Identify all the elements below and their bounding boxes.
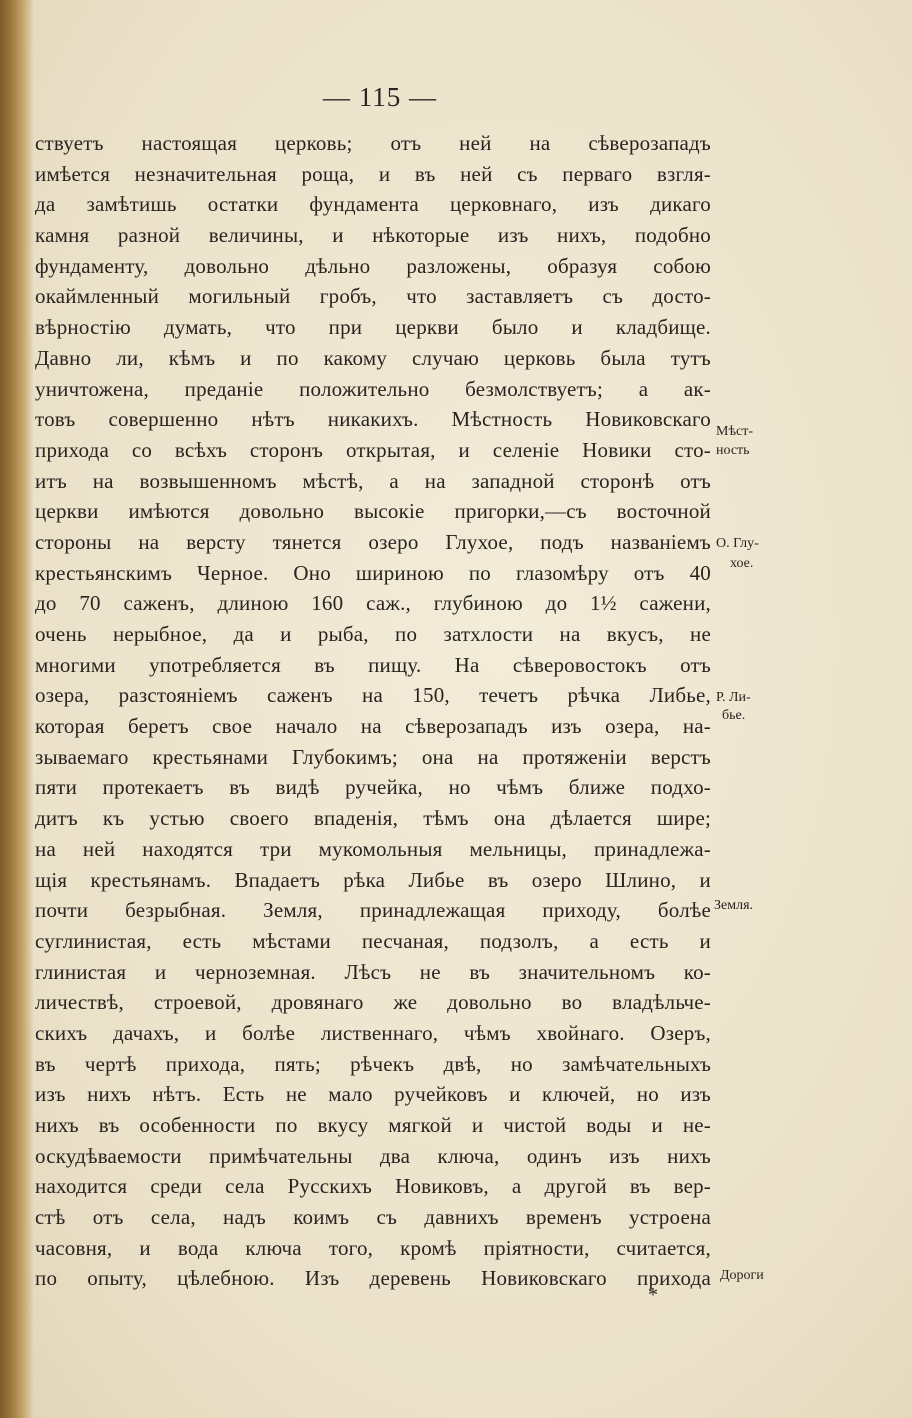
text-line: дитъ къ устью своего впаденія, тѣмъ она дѣлается шире;: [35, 806, 711, 831]
text-line: въ чертѣ прихода, пять; рѣчекъ двѣ, но замѣчательныхъ: [35, 1051, 711, 1076]
text-line: глинистая и черноземная. Лѣсъ не въ значительномъ ко-: [35, 959, 711, 984]
margin-note-libe-2: бье.: [722, 708, 746, 723]
text-line: которая беретъ свое начало на сѣверозападъ изъ озера, на-: [35, 714, 711, 739]
margin-note-mestnost-1: Мѣст-: [716, 424, 754, 439]
text-line: стѣ отъ села, надъ коимъ съ давнихъ временъ устроена: [35, 1205, 711, 1230]
text-line: итъ на возвышенномъ мѣстѣ, а на западной сторонѣ отъ: [35, 468, 711, 493]
text-line: скихъ дачахъ, и болѣе лиственнаго, чѣмъ хвойнаго. Озеръ,: [35, 1020, 711, 1045]
text-line: нихъ въ особенности по вкусу мягкой и чистой воды и не-: [35, 1113, 711, 1137]
margin-note-libe-1: Р. Ли-: [716, 690, 751, 705]
text-line: почти безрыбная. Земля, принадлежащая приходу, болѣе: [35, 898, 711, 923]
margin-note-glukhoe-1: О. Глу-: [716, 536, 759, 551]
text-line: по опыту, цѣлебною. Изъ деревень Новиковскаго прихода: [35, 1266, 711, 1291]
footnote-asterisk: *: [648, 1284, 658, 1306]
text-line: камня разной величины, и нѣкоторые изъ нихъ, подобно: [35, 223, 711, 248]
text-line: до 70 саженъ, длиною 160 саж., глубиною до 1½ сажени,: [35, 591, 711, 616]
margin-note-zemlya: Земля.: [714, 898, 754, 913]
text-line: зываемаго крестьянами Глубокимъ; она на протяженіи верстъ: [35, 744, 711, 769]
text-line: находится среди села Русскихъ Новиковъ, а другой въ вер-: [35, 1174, 711, 1199]
text-line: крестьянскимъ Черное. Оно шириною по глазомѣру отъ 40: [35, 560, 711, 585]
text-line: личествѣ, строевой, дровянаго же довольно во владѣльче-: [35, 990, 711, 1015]
text-line: товъ совершенно нѣтъ никакихъ. Мѣстность Новиковскаго: [35, 407, 711, 432]
text-line: церкви имѣются довольно высокіе пригорки,—съ восточной: [35, 499, 711, 524]
text-line: прихода со всѣхъ сторонъ открытая, и селеніе Новики сто-: [35, 437, 711, 462]
text-line: многими употребляется въ пищу. На сѣверовостокъ отъ: [35, 652, 711, 677]
text-line: стороны на версту тянется озеро Глухое, подъ названіемъ: [35, 529, 711, 554]
text-line: окаймленный могильный гробъ, что заставляетъ съ досто-: [35, 284, 711, 309]
margin-note-glukhoe-2: хое.: [730, 556, 754, 571]
book-binding-edge: [0, 0, 34, 1418]
text-line: Давно ли, кѣмъ и по какому случаю церковь была тутъ: [35, 345, 711, 370]
text-line: часовня, и вода ключа того, кромѣ пріятности, считается,: [35, 1235, 711, 1260]
text-line: ствуетъ настоящая церковь; отъ ней на сѣверозападъ: [35, 131, 711, 155]
text-line: озера, разстояніемъ саженъ на 150, течетъ рѣчка Либье,: [35, 683, 711, 708]
margin-note-dorogi: Дороги: [720, 1268, 764, 1283]
text-line: суглинистая, есть мѣстами песчаная, подзолъ, а есть и: [35, 928, 711, 953]
text-line: уничтожена, преданіе положительно безмолствуетъ; а ак-: [35, 376, 711, 401]
text-line: фундаменту, довольно дѣльно разложены, образуя собою: [35, 253, 711, 278]
margin-note-mestnost-2: ность: [716, 443, 750, 458]
page-number: — 115 —: [323, 82, 437, 112]
text-line: вѣрностію думать, что при церкви было и кладбище.: [35, 315, 711, 340]
text-line: имѣется незначительная роща, и въ ней съ перваго взгля-: [35, 161, 711, 186]
text-line: изъ нихъ нѣтъ. Есть не мало ручейковъ и ключей, но изъ: [35, 1082, 711, 1107]
text-line: оскудѣваемости примѣчательны два ключа, одинъ изъ нихъ: [35, 1143, 711, 1168]
text-line: очень нерыбное, да и рыба, по затхлости на вкусъ, не: [35, 622, 711, 646]
text-line: пяти протекаетъ въ видѣ ручейка, но чѣмъ ближе подхо-: [35, 775, 711, 800]
text-line: на ней находятся три мукомольныя мельницы, принадлежа-: [35, 836, 711, 861]
body-text: [35, 128, 711, 1294]
text-line: да замѣтишь остатки фундамента церковнаго, изъ дикаго: [35, 192, 711, 217]
text-line: щія крестьянамъ. Впадаетъ рѣка Либье въ озеро Шлино, и: [35, 867, 711, 892]
